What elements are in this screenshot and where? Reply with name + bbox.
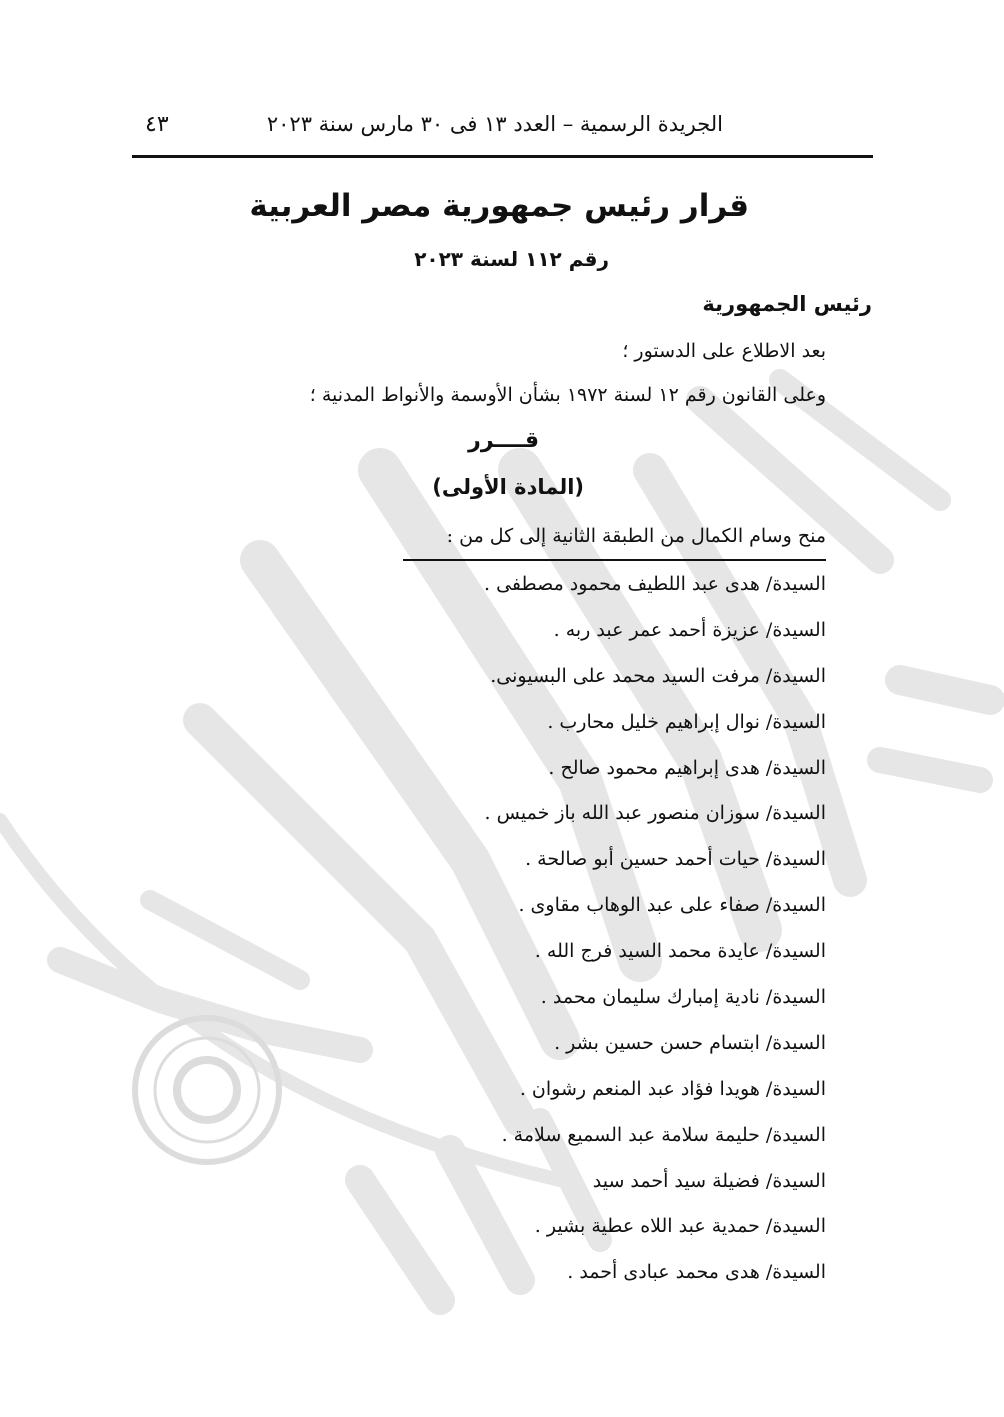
recipient-item: السيدة/ مرفت السيد محمد على البسيونى.	[490, 664, 826, 687]
recipient-item: السيدة/ هدى إبراهيم محمود صالح .	[548, 756, 826, 779]
recipient-item: السيدة/ هويدا فؤاد عبد المنعم رشوان .	[519, 1077, 826, 1100]
recipient-item: السيدة/ حمدية عبد اللاه عطية بشير .	[534, 1215, 826, 1238]
article-heading: (المادة الأولى)	[432, 475, 584, 499]
recipient-item: السيدة/ هدى محمد عبادى أحمد .	[567, 1261, 826, 1284]
preamble-line: بعد الاطلاع على الدستور ؛	[622, 340, 826, 362]
recipient-item: السيدة/ سوزان منصور عبد الله باز خميس .	[484, 802, 826, 825]
recipient-item: السيدة/ حليمة سلامة عبد السميع سلامة .	[501, 1123, 826, 1146]
recipient-item: السيدة/ صفاء على عبد الوهاب مقاوى .	[518, 894, 826, 917]
issuer-heading: رئيس الجمهورية	[702, 292, 872, 316]
grant-underline	[403, 559, 826, 561]
recipient-item: السيدة/ ابتسام حسن حسين بشر .	[554, 1031, 826, 1054]
recipient-item: السيدة/ عايدة محمد السيد فرج الله .	[534, 940, 826, 963]
decree-title: قرار رئيس جمهورية مصر العربية	[249, 188, 749, 224]
recipient-item: السيدة/ نادية إمبارك سليمان محمد .	[540, 986, 826, 1009]
recipient-item: السيدة/ عزيزة أحمد عمر عبد ربه .	[553, 618, 826, 641]
header-divider	[132, 155, 873, 158]
grant-text: منح وسام الكمال من الطبقة الثانية إلى كل من :	[446, 525, 826, 547]
recipient-item: السيدة/ حيات أحمد حسين أبو صالحة .	[525, 848, 826, 871]
gazette-header-title: الجريدة الرسمية – العدد ١٣ فى ٣٠ مارس سنة ٢٠٢٣	[266, 112, 723, 136]
preamble-line: وعلى القانون رقم ١٢ لسنة ١٩٧٢ بشأن الأوسمة والأنواط المدنية ؛	[309, 384, 826, 406]
recipient-item: السيدة/ نوال إبراهيم خليل محارب .	[547, 710, 826, 733]
decree-number: رقم ١١٢ لسنة ٢٠٢٣	[414, 247, 609, 271]
decides-heading: قــــرر	[468, 428, 539, 453]
page-number: ٤٣	[145, 112, 169, 137]
page-header	[133, 112, 873, 148]
recipients-list	[326, 565, 826, 1299]
recipient-item: السيدة/ فضيلة سيد أحمد سيد	[592, 1169, 826, 1192]
recipient-item: السيدة/ هدى عبد اللطيف محمود مصطفى .	[484, 573, 826, 595]
